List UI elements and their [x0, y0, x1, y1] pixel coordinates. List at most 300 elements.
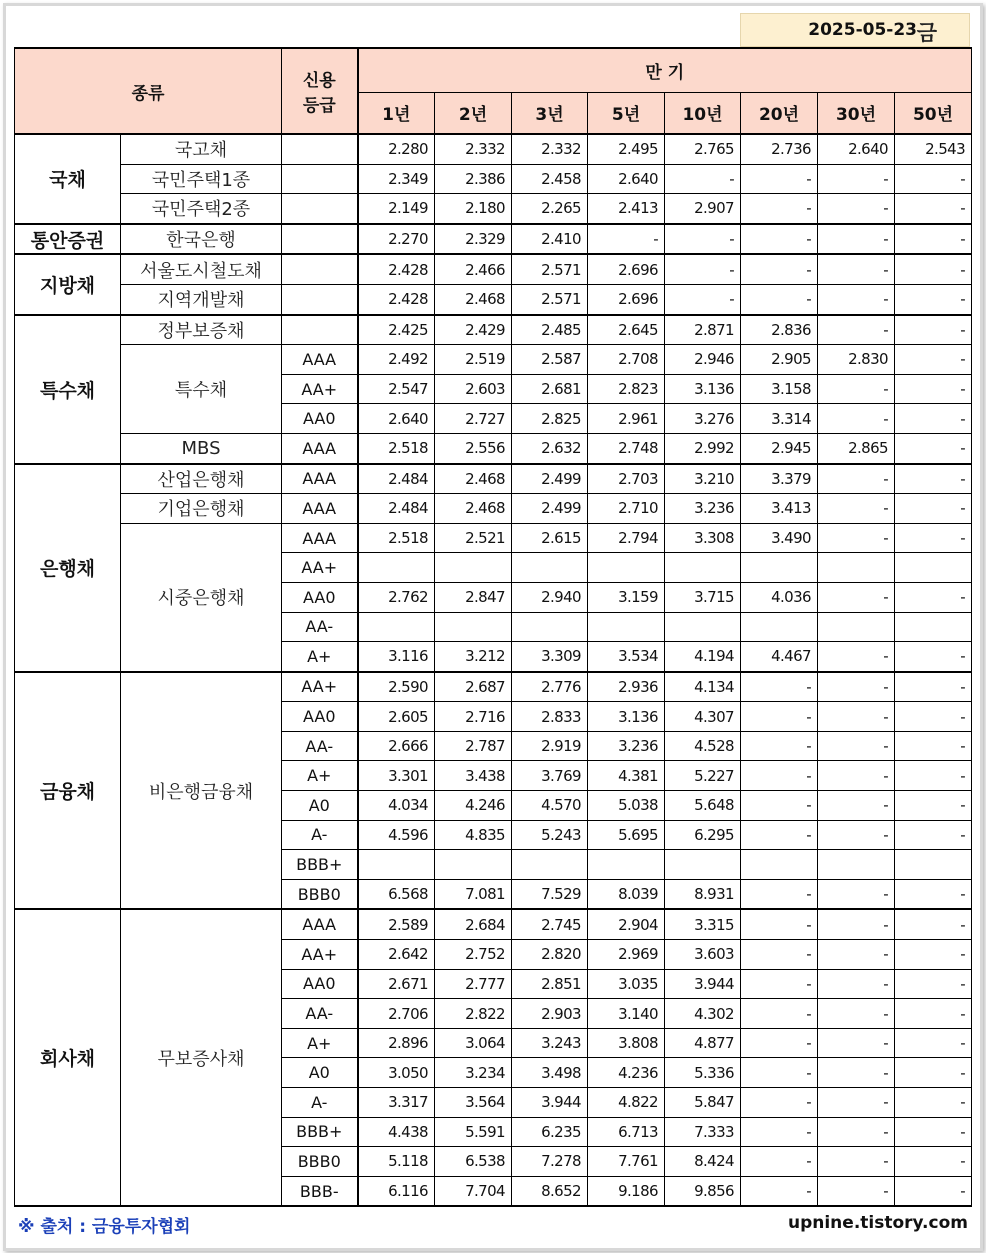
sub-category-label: 서울도시철도채 [121, 254, 282, 284]
yield-cell: 4.134 [665, 672, 741, 702]
credit-grade: A0 [282, 1058, 358, 1088]
yield-cell: 3.315 [665, 909, 741, 939]
yield-cell: 2.499 [512, 464, 588, 494]
yield-cell: - [741, 761, 818, 791]
yield-cell: 2.499 [512, 494, 588, 524]
yield-cell [358, 612, 435, 642]
yield-cell: 4.381 [588, 761, 665, 791]
yield-cell: 7.081 [435, 879, 512, 909]
yield-cell: - [895, 969, 972, 999]
header-credit-line2: 등급 [302, 96, 336, 116]
yield-cell: - [741, 820, 818, 850]
yield-cell: - [818, 672, 895, 702]
yield-cell [818, 553, 895, 583]
yield-cell: 7.761 [588, 1147, 665, 1177]
yield-cell [512, 850, 588, 880]
yield-cell: 2.745 [512, 909, 588, 939]
yield-cell: 2.645 [588, 315, 665, 345]
yield-cell: 2.386 [435, 164, 512, 194]
yield-cell: 2.903 [512, 999, 588, 1029]
credit-grade: BBB+ [282, 1117, 358, 1147]
credit-grade: AAA [282, 909, 358, 939]
yield-cell [665, 850, 741, 880]
yield-cell: - [895, 464, 972, 494]
yield-cell: - [818, 909, 895, 939]
yield-cell: - [818, 791, 895, 821]
yield-cell: 5.591 [435, 1117, 512, 1147]
table-row [15, 433, 972, 463]
yield-cell: - [818, 254, 895, 284]
header-term: 10년 [665, 92, 741, 134]
yield-cell: 2.571 [512, 284, 588, 314]
yield-cell: 3.158 [741, 374, 818, 404]
credit-grade: BBB- [282, 1176, 358, 1206]
yield-cell: - [741, 1088, 818, 1118]
yield-cell: 2.429 [435, 315, 512, 345]
yield-cell: 3.715 [665, 582, 741, 612]
yield-cell: 2.871 [665, 315, 741, 345]
yield-cell: - [895, 315, 972, 345]
yield-cell: 2.468 [435, 494, 512, 524]
yield-cell: - [741, 731, 818, 761]
yield-cell: 2.748 [588, 433, 665, 463]
yield-cell: - [895, 345, 972, 375]
yield-cell [741, 553, 818, 583]
yield-cell: - [895, 224, 972, 255]
weekday: 금 [916, 21, 937, 45]
sub-category-label: 정부보증채 [121, 315, 282, 345]
yield-cell: 2.640 [358, 404, 435, 434]
credit-grade: AAA [282, 345, 358, 375]
sub-category-label: 비은행금융채 [121, 672, 282, 910]
yield-cell: 6.116 [358, 1176, 435, 1206]
yield-cell: 2.632 [512, 433, 588, 463]
yield-cell [512, 553, 588, 583]
yield-cell: 2.543 [895, 134, 972, 164]
header-category: 종류 [15, 48, 282, 134]
yield-cell: 2.332 [512, 134, 588, 164]
yield-cell: - [895, 672, 972, 702]
credit-grade: AAA [282, 464, 358, 494]
sub-category-label: 시중은행채 [121, 523, 282, 671]
yield-cell: - [741, 940, 818, 970]
yield-cell: 3.136 [588, 702, 665, 732]
yield-cell: - [895, 254, 972, 284]
yield-cell: 8.931 [665, 879, 741, 909]
header-term: 5년 [588, 92, 665, 134]
yield-cell: 3.309 [512, 642, 588, 672]
yield-cell: 2.823 [588, 374, 665, 404]
yield-cell: 2.484 [358, 494, 435, 524]
yield-cell: - [818, 464, 895, 494]
yield-cell [895, 850, 972, 880]
yield-cell: 3.379 [741, 464, 818, 494]
yield-cell: 2.969 [588, 940, 665, 970]
yield-cell: 2.640 [818, 134, 895, 164]
yield-cell: 2.410 [512, 224, 588, 255]
credit-grade: AA0 [282, 404, 358, 434]
yield-cell: 5.695 [588, 820, 665, 850]
yield-cell: - [818, 1147, 895, 1177]
yield-cell: 2.280 [358, 134, 435, 164]
yield-cell: 2.589 [358, 909, 435, 939]
yield-cell: 4.438 [358, 1117, 435, 1147]
sub-category-label: MBS [121, 433, 282, 463]
yield-cell: 2.820 [512, 940, 588, 970]
yield-cell: - [818, 940, 895, 970]
credit-grade [282, 224, 358, 255]
yield-cell: - [818, 820, 895, 850]
yield-cell: 2.905 [741, 345, 818, 375]
yield-cell: - [818, 761, 895, 791]
credit-grade: AAA [282, 494, 358, 524]
yield-cell: 2.495 [588, 134, 665, 164]
yield-cell: 2.468 [435, 464, 512, 494]
credit-grade: BBB+ [282, 850, 358, 880]
sub-category-label: 한국은행 [121, 224, 282, 255]
yield-cell: 3.534 [588, 642, 665, 672]
yield-cell: - [895, 404, 972, 434]
credit-grade: A+ [282, 642, 358, 672]
sub-category-label: 국민주택1종 [121, 164, 282, 194]
table-row [15, 254, 972, 284]
yield-cell: - [818, 1028, 895, 1058]
credit-grade: AA+ [282, 940, 358, 970]
credit-grade: AA0 [282, 969, 358, 999]
sub-category-label: 기업은행채 [121, 494, 282, 524]
yield-cell: 2.794 [588, 523, 665, 553]
yield-cell: - [895, 642, 972, 672]
yield-cell: 3.308 [665, 523, 741, 553]
yield-cell: 2.830 [818, 345, 895, 375]
yield-cell [358, 850, 435, 880]
yield-cell: 2.329 [435, 224, 512, 255]
yield-cell [588, 850, 665, 880]
yield-cell: 4.307 [665, 702, 741, 732]
yield-cell: 9.186 [588, 1176, 665, 1206]
credit-grade: BBB0 [282, 1147, 358, 1177]
yield-cell: 2.752 [435, 940, 512, 970]
sub-category-label: 지역개발채 [121, 284, 282, 314]
yield-cell: - [588, 224, 665, 255]
yield-cell: 5.243 [512, 820, 588, 850]
credit-grade: AA- [282, 999, 358, 1029]
yield-cell: 2.946 [665, 345, 741, 375]
credit-grade: AA+ [282, 374, 358, 404]
yield-cell: 4.528 [665, 731, 741, 761]
header-term: 50년 [895, 92, 972, 134]
yield-cell: - [895, 909, 972, 939]
yield-cell: - [741, 164, 818, 194]
credit-grade: AA- [282, 612, 358, 642]
yield-cell: 2.904 [588, 909, 665, 939]
yield-cell: - [895, 582, 972, 612]
yield-cell: 3.136 [665, 374, 741, 404]
yield-cell: 2.587 [512, 345, 588, 375]
table-row [15, 164, 972, 194]
yield-cell: 3.035 [588, 969, 665, 999]
yield-cell: 2.666 [358, 731, 435, 761]
yield-cell: 2.851 [512, 969, 588, 999]
yield-cell: 2.485 [512, 315, 588, 345]
yield-cell: - [665, 224, 741, 255]
yield-cell [665, 553, 741, 583]
yield-cell: 2.603 [435, 374, 512, 404]
yield-cell: 3.140 [588, 999, 665, 1029]
yield-cell: - [818, 642, 895, 672]
yield-cell [358, 553, 435, 583]
yield-cell [588, 612, 665, 642]
header-term: 2년 [435, 92, 512, 134]
table-row [15, 194, 972, 224]
credit-grade: AAA [282, 523, 358, 553]
yield-cell [741, 612, 818, 642]
credit-grade [282, 164, 358, 194]
category-label: 금융채 [15, 672, 121, 910]
category-label: 통안증권 [15, 224, 121, 255]
yield-cell: - [818, 404, 895, 434]
yield-cell: 7.278 [512, 1147, 588, 1177]
yield-cell: 4.036 [741, 582, 818, 612]
yield-cell: 2.425 [358, 315, 435, 345]
yield-cell: 2.696 [588, 254, 665, 284]
yield-cell: 6.538 [435, 1147, 512, 1177]
yield-cell: 3.413 [741, 494, 818, 524]
yield-cell: - [741, 1147, 818, 1177]
credit-grade [282, 134, 358, 164]
yield-cell [435, 612, 512, 642]
yield-cell: 2.896 [358, 1028, 435, 1058]
yield-cell [818, 612, 895, 642]
yield-cell: - [895, 879, 972, 909]
yield-cell: 2.776 [512, 672, 588, 702]
yield-cell: 5.847 [665, 1088, 741, 1118]
yield-cell: - [818, 164, 895, 194]
yield-cell: - [895, 702, 972, 732]
table-row [15, 494, 972, 524]
yield-cell: 2.706 [358, 999, 435, 1029]
yield-cell: 5.336 [665, 1058, 741, 1088]
yield-cell: 2.681 [512, 374, 588, 404]
sub-category-label: 산업은행채 [121, 464, 282, 494]
yield-cell: 2.703 [588, 464, 665, 494]
table-row [15, 284, 972, 314]
yield-cell: 2.458 [512, 164, 588, 194]
yield-cell: 2.642 [358, 940, 435, 970]
yield-cell: 2.762 [358, 582, 435, 612]
yield-cell: 7.333 [665, 1117, 741, 1147]
yield-cell: - [818, 969, 895, 999]
yield-cell: - [895, 940, 972, 970]
yield-cell: - [895, 791, 972, 821]
yield-cell: 4.596 [358, 820, 435, 850]
yield-cell: - [895, 761, 972, 791]
header-maturity: 만 기 [358, 48, 972, 92]
yield-cell: 2.547 [358, 374, 435, 404]
yield-cell: 4.194 [665, 642, 741, 672]
yield-cell: 2.708 [588, 345, 665, 375]
yield-cell: 4.302 [665, 999, 741, 1029]
yield-cell: - [895, 523, 972, 553]
yield-cell: - [895, 1088, 972, 1118]
category-label: 은행채 [15, 464, 121, 672]
yield-cell: - [665, 284, 741, 314]
yield-cell: 2.519 [435, 345, 512, 375]
yield-cell: - [741, 909, 818, 939]
yield-cell: - [741, 224, 818, 255]
yield-cell: 2.696 [588, 284, 665, 314]
yield-cell: - [741, 1058, 818, 1088]
yield-cell: 3.210 [665, 464, 741, 494]
yield-cell: 2.710 [588, 494, 665, 524]
yield-cell: 2.640 [588, 164, 665, 194]
bond-yield-table [14, 47, 972, 1207]
yield-cell: 2.149 [358, 194, 435, 224]
yield-cell: 2.865 [818, 433, 895, 463]
yield-cell: - [818, 879, 895, 909]
category-label: 지방채 [15, 254, 121, 314]
yield-cell: - [818, 731, 895, 761]
credit-grade: AA+ [282, 672, 358, 702]
yield-cell: 2.332 [435, 134, 512, 164]
yield-cell: 2.919 [512, 731, 588, 761]
yield-cell: 6.713 [588, 1117, 665, 1147]
yield-cell: 3.116 [358, 642, 435, 672]
yield-cell: - [895, 194, 972, 224]
yield-cell: - [818, 315, 895, 345]
credit-grade: AA0 [282, 702, 358, 732]
yield-cell: 2.992 [665, 433, 741, 463]
credit-grade: AA- [282, 731, 358, 761]
table-row [15, 345, 972, 375]
yield-cell: 5.038 [588, 791, 665, 821]
table-row [15, 134, 972, 164]
yield-cell: - [665, 164, 741, 194]
yield-cell: - [818, 374, 895, 404]
yield-cell: 3.603 [665, 940, 741, 970]
yield-cell: 2.518 [358, 433, 435, 463]
yield-cell: 2.777 [435, 969, 512, 999]
yield-cell: - [818, 1088, 895, 1118]
credit-grade [282, 315, 358, 345]
yield-cell: - [818, 582, 895, 612]
yield-cell: 7.529 [512, 879, 588, 909]
header-term: 1년 [358, 92, 435, 134]
yield-cell: 2.518 [358, 523, 435, 553]
yield-cell: 8.424 [665, 1147, 741, 1177]
table-row [15, 464, 972, 494]
yield-cell: 2.484 [358, 464, 435, 494]
yield-cell: 3.212 [435, 642, 512, 672]
yield-cell: - [741, 284, 818, 314]
yield-cell [895, 553, 972, 583]
yield-cell: 2.907 [665, 194, 741, 224]
credit-grade: A+ [282, 761, 358, 791]
credit-grade: AAA [282, 433, 358, 463]
header-term: 30년 [818, 92, 895, 134]
yield-cell: 3.438 [435, 761, 512, 791]
table-row [15, 672, 972, 702]
yield-cell: 2.936 [588, 672, 665, 702]
yield-cell: - [818, 194, 895, 224]
yield-cell: 2.428 [358, 284, 435, 314]
header-credit [282, 48, 358, 134]
yield-cell: 2.847 [435, 582, 512, 612]
yield-cell: - [741, 969, 818, 999]
yield-cell: - [818, 284, 895, 314]
category-label: 국채 [15, 134, 121, 224]
yield-cell: 3.944 [512, 1088, 588, 1118]
yield-cell: - [741, 1117, 818, 1147]
yield-cell: - [895, 433, 972, 463]
credit-grade [282, 284, 358, 314]
yield-cell: 2.466 [435, 254, 512, 284]
yield-cell: 8.039 [588, 879, 665, 909]
credit-grade: BBB0 [282, 879, 358, 909]
yield-cell: 3.064 [435, 1028, 512, 1058]
yield-cell: 2.571 [512, 254, 588, 284]
yield-cell: 3.159 [588, 582, 665, 612]
yield-cell: 3.236 [665, 494, 741, 524]
yield-cell: 2.492 [358, 345, 435, 375]
yield-cell: 2.716 [435, 702, 512, 732]
yield-cell: 9.856 [665, 1176, 741, 1206]
table-row [15, 224, 972, 255]
category-label: 특수채 [15, 315, 121, 464]
table-row [15, 523, 972, 553]
yield-cell: 3.276 [665, 404, 741, 434]
sub-category-label: 국민주택2종 [121, 194, 282, 224]
yield-cell: 3.301 [358, 761, 435, 791]
yield-cell: 2.590 [358, 672, 435, 702]
yield-cell [895, 612, 972, 642]
yield-cell: 2.765 [665, 134, 741, 164]
yield-cell: 2.605 [358, 702, 435, 732]
yield-cell: 2.349 [358, 164, 435, 194]
yield-cell: - [818, 494, 895, 524]
yield-cell: 2.787 [435, 731, 512, 761]
yield-cell: - [895, 164, 972, 194]
yield-cell: - [895, 820, 972, 850]
yield-cell: - [741, 672, 818, 702]
yield-cell: - [818, 1058, 895, 1088]
yield-cell: - [818, 1176, 895, 1206]
yield-cell: - [895, 1117, 972, 1147]
credit-grade [282, 254, 358, 284]
yield-cell: 3.808 [588, 1028, 665, 1058]
yield-cell: - [818, 702, 895, 732]
yield-cell: - [818, 1117, 895, 1147]
credit-grade: AA+ [282, 553, 358, 583]
yield-cell [435, 850, 512, 880]
table-row [15, 909, 972, 939]
yield-cell: 2.833 [512, 702, 588, 732]
yield-cell [435, 553, 512, 583]
yield-cell: 2.265 [512, 194, 588, 224]
yield-cell: - [818, 523, 895, 553]
sub-category-label: 국고채 [121, 134, 282, 164]
date-value: 2025-05-23 [808, 20, 917, 40]
yield-cell: 4.246 [435, 791, 512, 821]
yield-cell: 2.180 [435, 194, 512, 224]
header-credit-line1: 신용 [302, 71, 336, 91]
yield-cell: 8.652 [512, 1176, 588, 1206]
yield-cell: - [741, 1028, 818, 1058]
yield-cell: - [895, 374, 972, 404]
yield-cell: 3.490 [741, 523, 818, 553]
yield-cell: 4.822 [588, 1088, 665, 1118]
credit-grade: A+ [282, 1028, 358, 1058]
